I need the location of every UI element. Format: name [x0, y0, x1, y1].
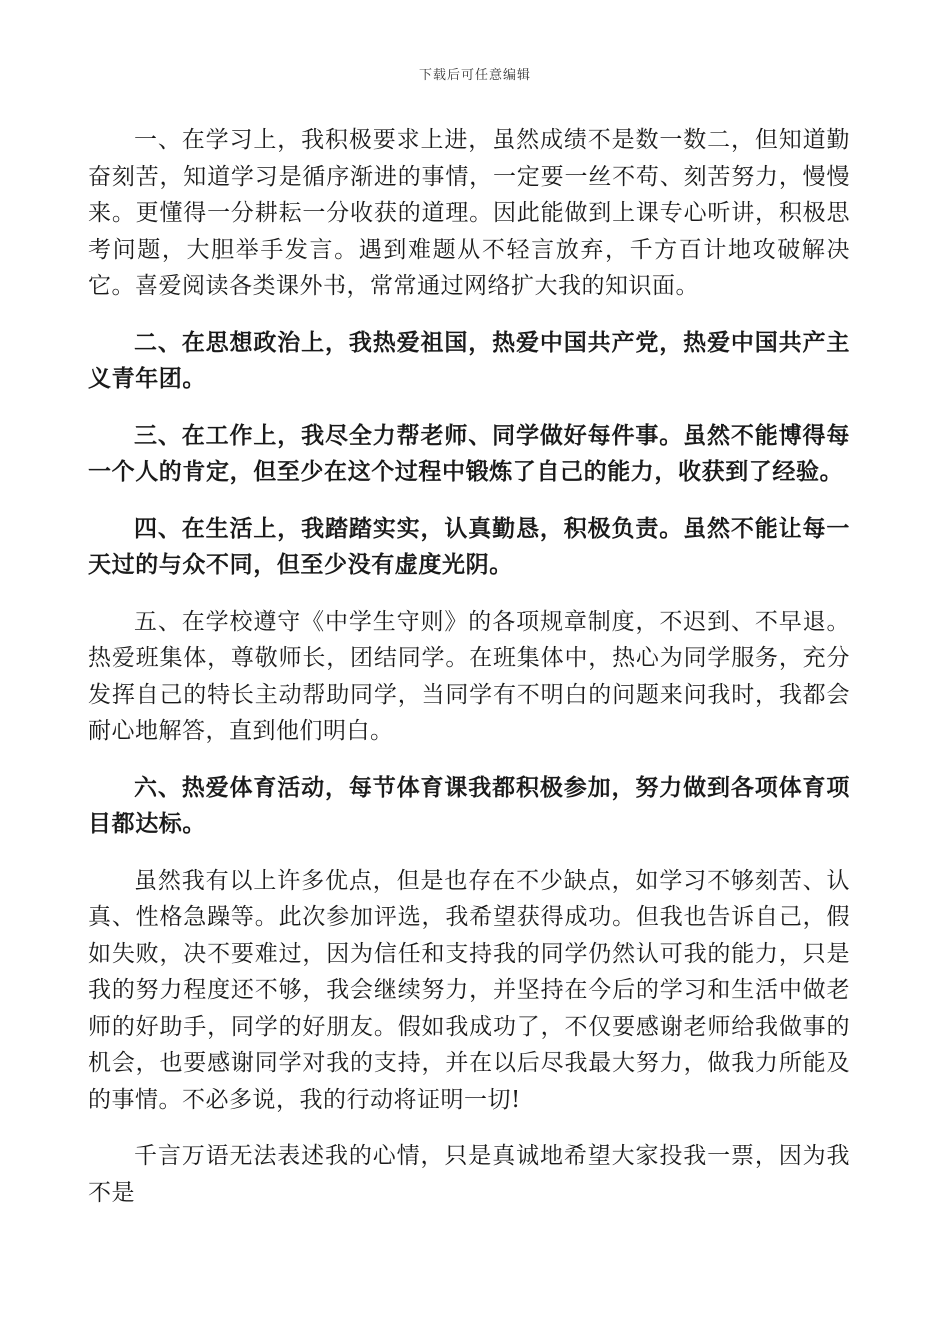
- page-header: 下载后可任意编辑: [418, 68, 531, 83]
- paragraph-shortcomings: 虽然我有以上许多优点，但是也存在不少缺点，如学习不够刻苦、认真、性格急躁等。此次参加评选，我希望获得成功。但我也告诉自己，假如失败，决不要难过，因为信任和支持我的同学仍然认可我的能力，只是我的努力程度还不够，我会继续努力，并坚持在今后的学习和生活中做老师的好助手，同学的好朋友。假如我成功了，不仅要感谢老师给我做事的机会，也要感谢同学对我的支持，并在以后尽我最大努力，做我力所能及的事情。不必多说，我的行动将证明一切!: [88, 867, 850, 1113]
- paragraph-school-rules: 五、在学校遵守《中学生守则》的各项规章制度，不迟到、不早退。热爱班集体，尊敬师长，团结同学。在班集体中，热心为同学服务，充分发挥自己的特长主动帮助同学，当同学有不明白的问题来问我时，我都会耐心地解答，直到他们明白。: [88, 608, 850, 744]
- paragraph-work: 三、在工作上，我尽全力帮老师、同学做好每件事。虽然不能博得每一个人的肯定，但至少在这个过程中锻炼了自己的能力，收获到了经验。: [88, 421, 850, 485]
- paragraph-sports: 六、热爱体育活动，每节体育课我都积极参加，努力做到各项体育项目都达标。: [88, 773, 850, 837]
- paragraph-study: 一、在学习上，我积极要求上进，虽然成绩不是数一数二，但知道勤奋刻苦，知道学习是循序渐进的事情，一定要一丝不苟、刻苦努力，慢慢来。更懂得一分耕耘一分收获的道理。因此能做到上课专心听讲，积极思考问题，大胆举手发言。遇到难题从不轻言放弃，千方百计地攻破解决它。喜爱阅读各类课外书，常常通过网络扩大我的知识面。: [88, 127, 850, 299]
- document-body: [88, 122, 850, 1211]
- paragraph-closing: 千言万语无法表述我的心情，只是真诚地希望大家投我一票，因为我不是: [88, 1143, 850, 1206]
- paragraph-politics: 二、在思想政治上，我热爱祖国，热爱中国共产党，热爱中国共产主义青年团。: [88, 328, 850, 392]
- paragraph-life: 四、在生活上，我踏踏实实，认真勤恳，积极负责。虽然不能让每一天过的与众不同，但至少没有虚度光阴。: [88, 514, 850, 578]
